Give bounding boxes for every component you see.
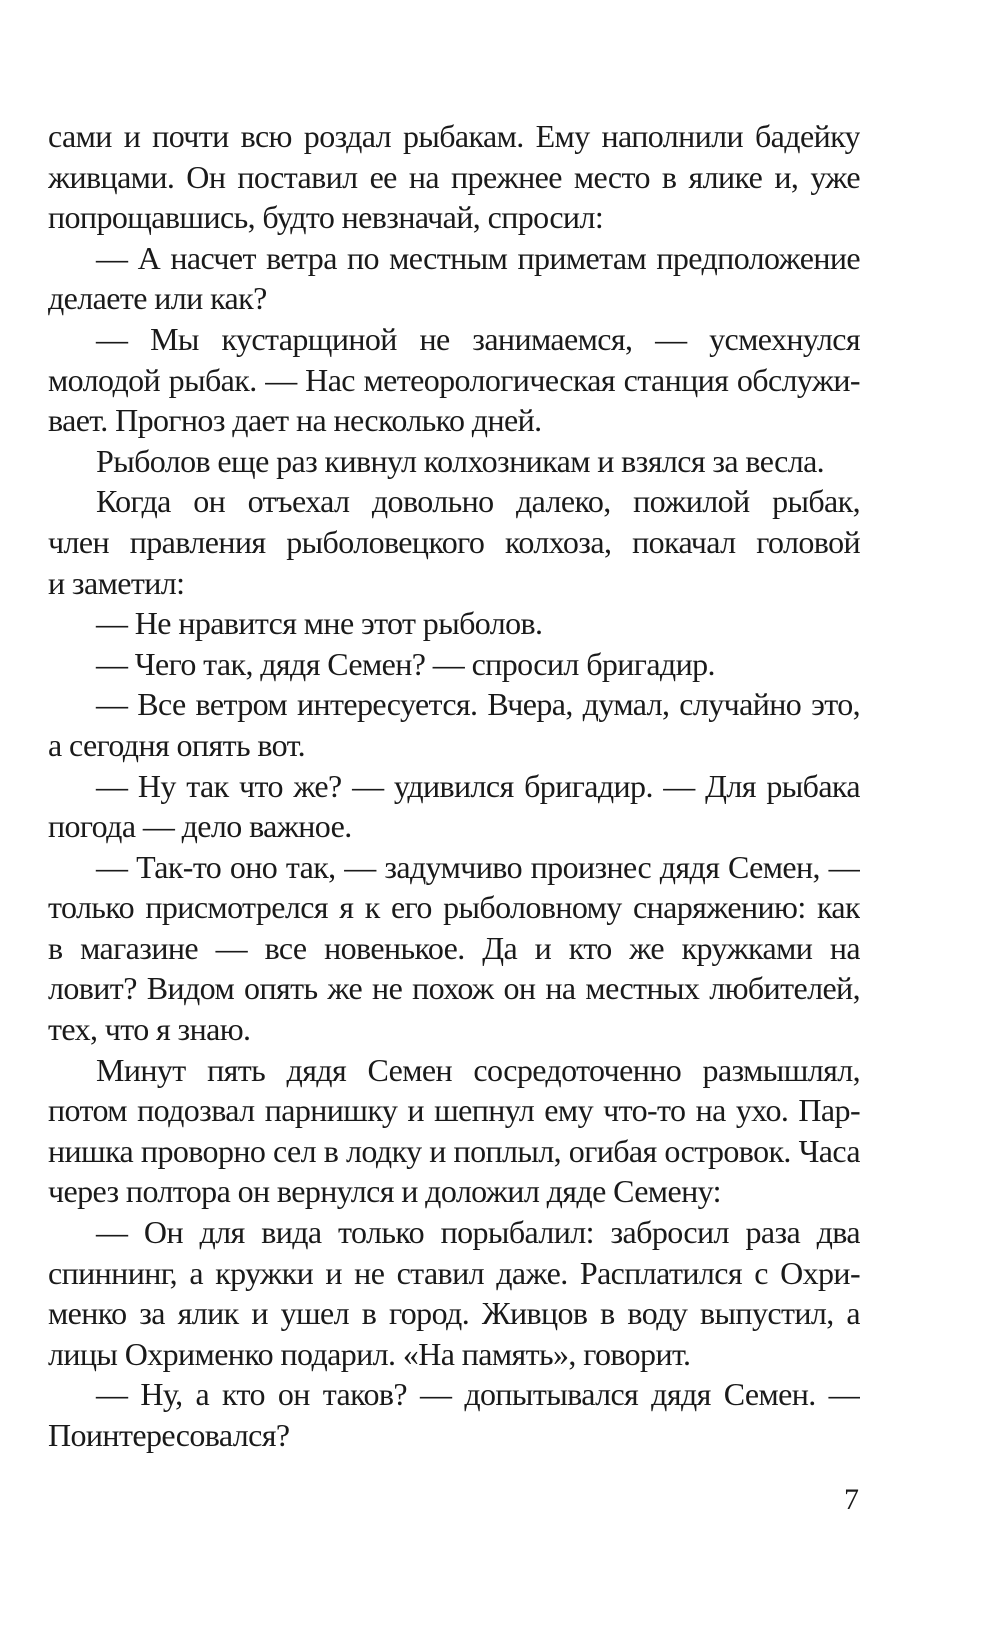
text-line: менко за ялик и ушел в город. Живцов в воду выпустил, а xyxy=(48,1295,860,1332)
text-line: Рыболов еще раз кивнул колхозникам и взялся за весла. xyxy=(96,442,825,479)
text-line: нишка проворно сел в лодку и поплыл, огибая островок. Часа xyxy=(48,1132,860,1169)
text-line: — Чего так, дядя Семен? — спросил бригадир. xyxy=(96,645,715,682)
text-line: — Не нравится мне этот рыболов. xyxy=(96,605,543,642)
page-number: 7 xyxy=(844,1483,859,1516)
text-line: а сегодня опять вот. xyxy=(48,726,306,763)
text-line: — Он для вида только порыбалил: забросил раза два xyxy=(96,1214,860,1251)
text-line: ловит? Видом опять же не похож он на местных любителей, xyxy=(48,970,860,1007)
text-line: живцами. Он поставил ее на прежнее место в ялике и, уже xyxy=(48,158,860,195)
text-line: спиннинг, а кружки и не ставил даже. Расплатился с Охри- xyxy=(48,1254,860,1291)
text-line: в магазине — все новенькое. Да и кто же кружками на xyxy=(48,929,860,966)
text-line: через полтора он вернулся и доложил дяде Семену: xyxy=(48,1173,721,1210)
body-text xyxy=(48,116,860,1456)
text-line: — Все ветром интересуется. Вчера, думал, случайно это, xyxy=(96,686,860,723)
text-line: делаете или как? xyxy=(48,280,267,317)
text-line: и заметил: xyxy=(48,564,185,601)
text-line: сами и почти всю роздал рыбакам. Ему наполнили бадейку xyxy=(48,118,860,154)
text-line: тех, что я знаю. xyxy=(48,1011,251,1048)
text-line: — Ну, а кто он таков? — допытывался дядя Семен. — xyxy=(96,1376,860,1413)
text-line: — Ну так что же? — удивился бригадир. — Для рыбака xyxy=(96,767,860,804)
text-line: попрощавшись, будто невзначай, спросил: xyxy=(48,199,604,236)
text-line: вает. Прогноз дает на несколько дней. xyxy=(48,402,542,439)
text-line: член правления рыболовецкого колхоза, покачал головой xyxy=(48,523,860,560)
text-line: погода — дело важное. xyxy=(48,808,352,845)
text-line: Когда он отъехал довольно далеко, пожилой рыбак, xyxy=(96,483,860,520)
text-line: молодой рыбак. — Нас метеорологическая станция обслужи- xyxy=(48,361,860,398)
text-line: Минут пять дядя Семен сосредоточенно размышлял, xyxy=(96,1051,860,1088)
text-line: Поинтересовался? xyxy=(48,1417,290,1453)
text-line: потом подозвал парнишку и шепнул ему что-то на ухо. Пар- xyxy=(48,1092,860,1129)
text-line: — Мы кустарщиной не занимаемся, — усмехнулся xyxy=(96,320,860,357)
text-line: — А насчет ветра по местным приметам предположение xyxy=(96,239,860,276)
text-line: — Так-то оно так, — задумчиво произнес дядя Семен, — xyxy=(96,848,860,885)
text-line: лицы Охрименко подарил. «На память», говорит. xyxy=(48,1335,691,1372)
text-line: только присмотрелся я к его рыболовному снаряжению: как xyxy=(48,889,860,926)
